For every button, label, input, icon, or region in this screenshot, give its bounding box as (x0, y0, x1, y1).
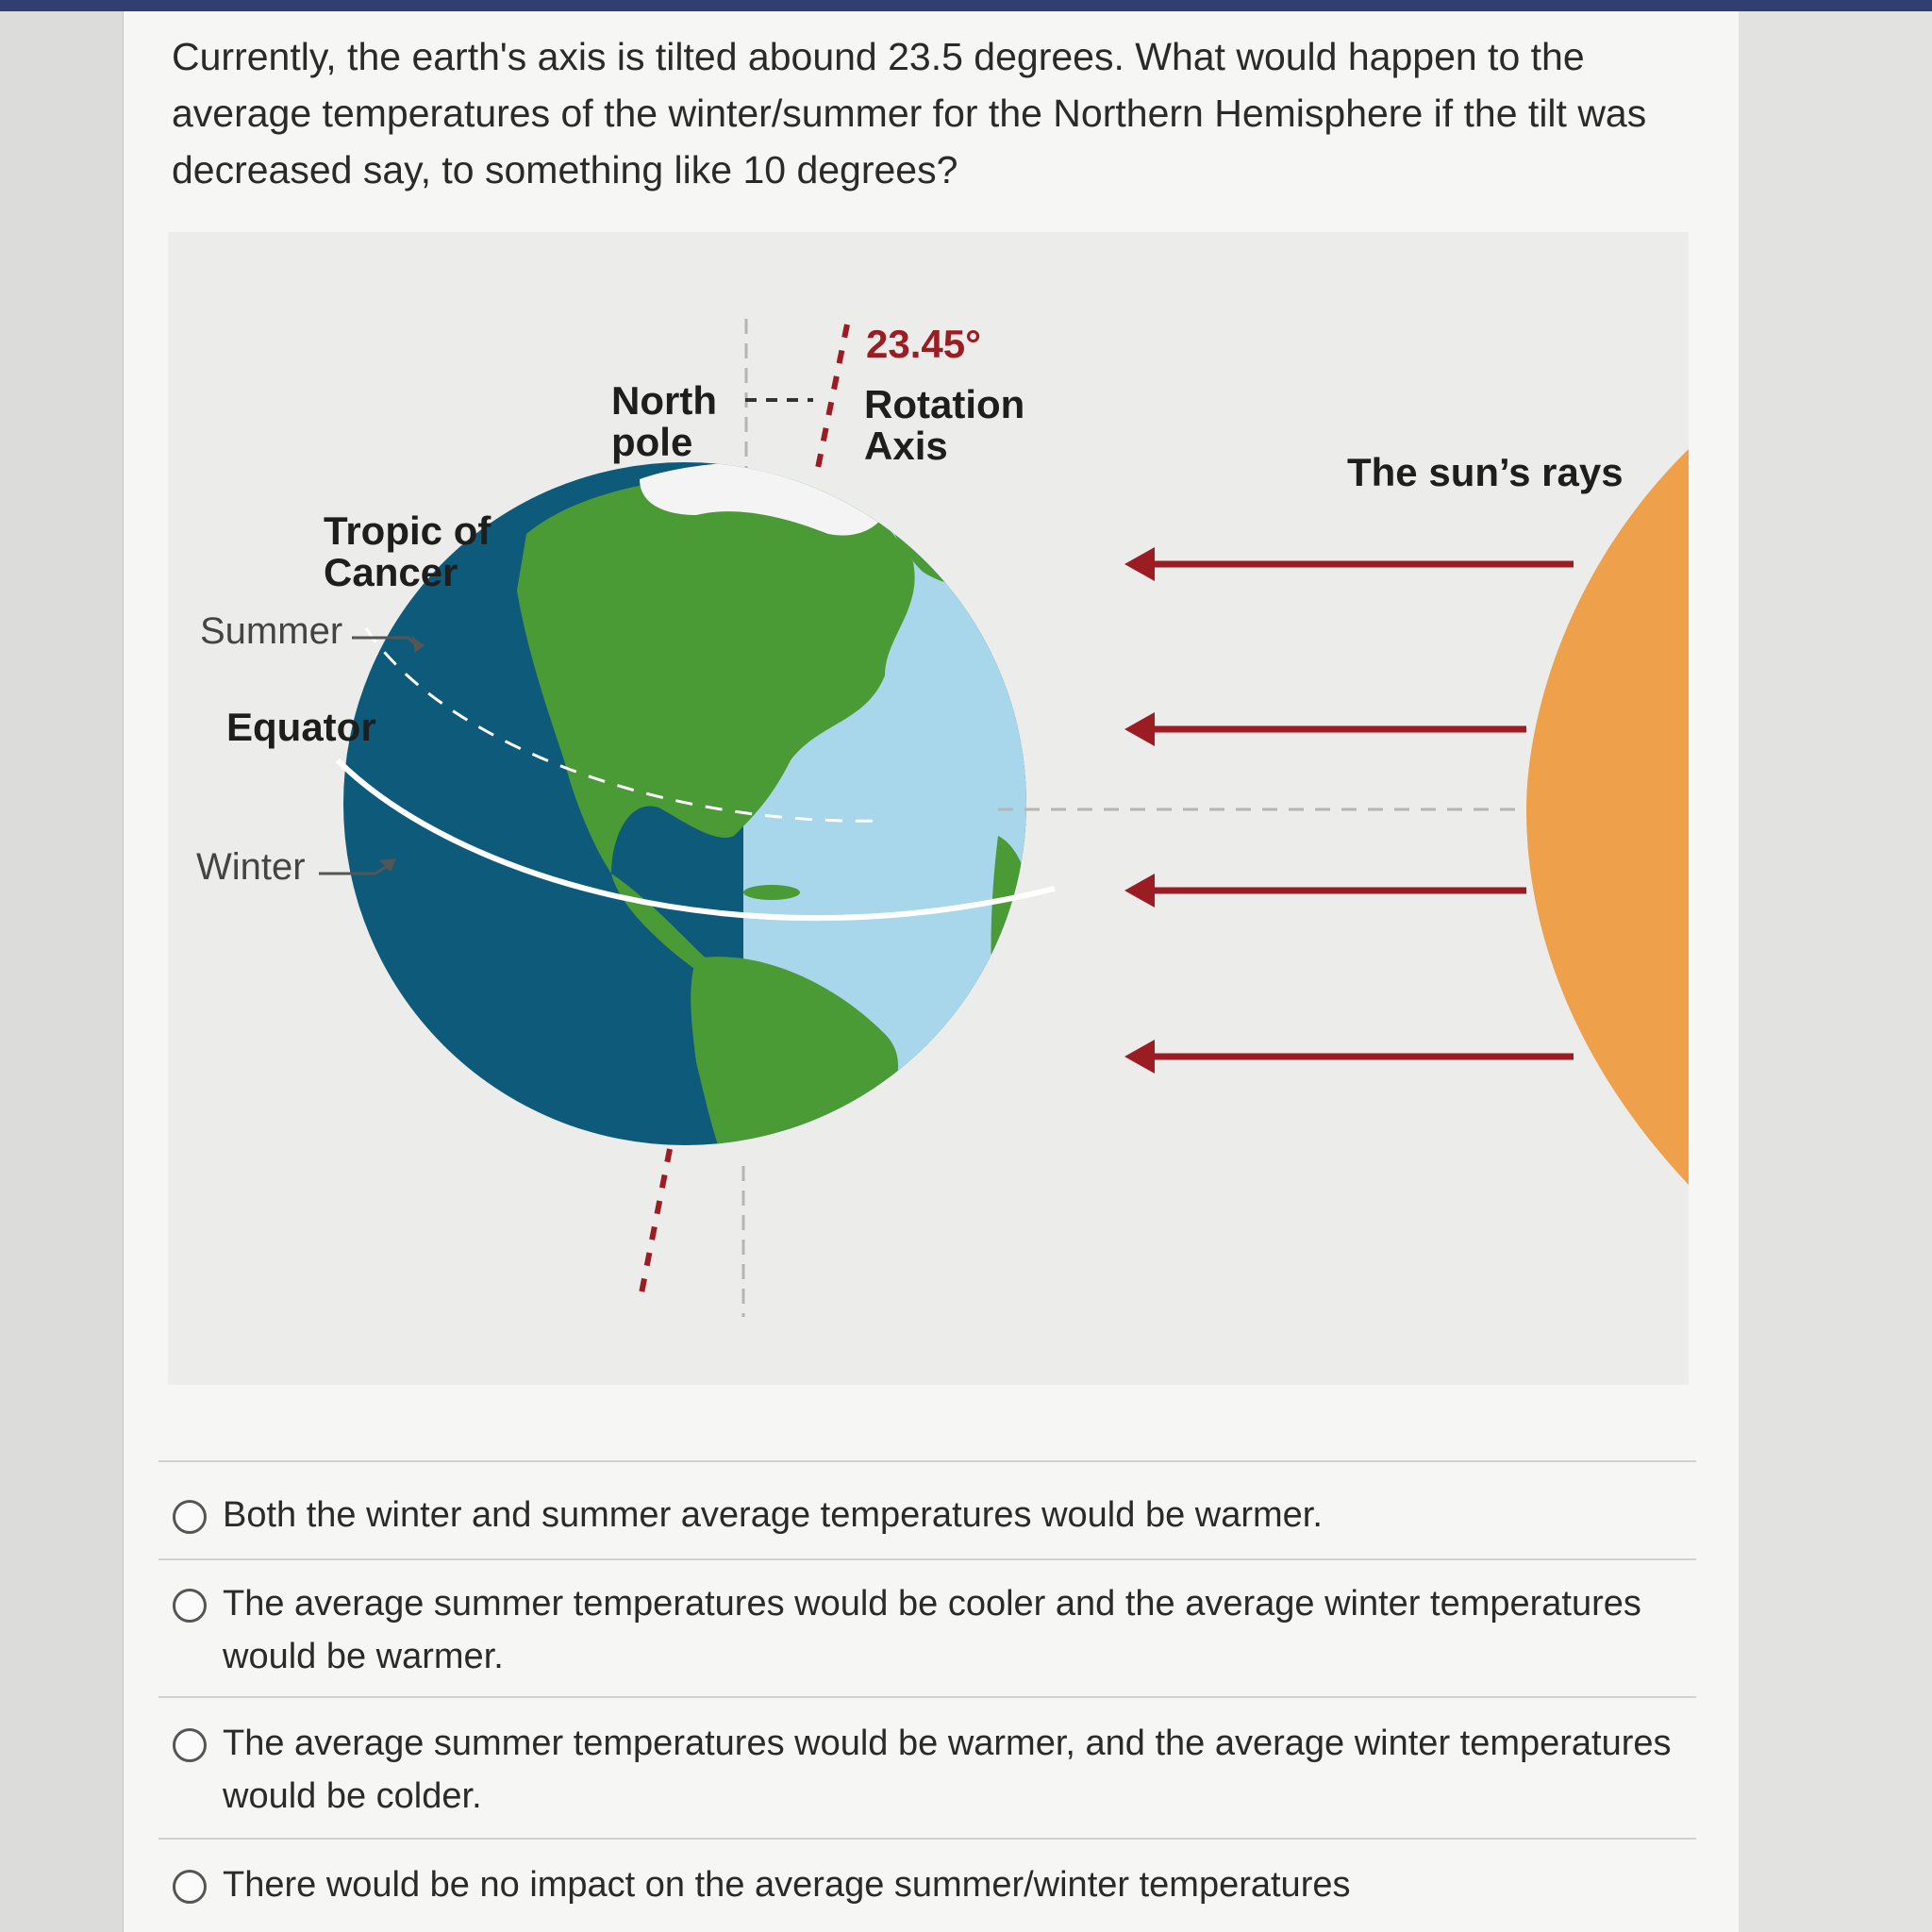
left-page-margin (0, 11, 123, 1932)
radio-button-option-2[interactable] (173, 1589, 207, 1623)
sun-rays-label: The sun’s rays (1347, 450, 1624, 494)
answer-option-1-label: Both the winter and summer average temperatures would be warmer. (223, 1495, 1323, 1535)
tropic-label-line2: Cancer (324, 550, 458, 594)
radio-button-option-4[interactable] (173, 1870, 207, 1904)
equator-label: Equator (226, 705, 376, 749)
answer-option-2[interactable] (158, 1577, 1696, 1683)
answer-option-4[interactable] (158, 1858, 1696, 1915)
ray-arrowhead-3-icon (1124, 874, 1155, 908)
summer-label: Summer (200, 610, 343, 652)
tilt-angle-label: 23.45° (866, 322, 981, 366)
option-divider (158, 1696, 1696, 1698)
rotation-axis-bottom (640, 1149, 670, 1303)
radio-button-option-1[interactable] (173, 1500, 207, 1534)
sun (1526, 449, 1689, 1185)
right-page-margin (1739, 11, 1932, 1932)
earth-tilt-diagram (168, 232, 1689, 1385)
answer-option-3-label: The average summer temperatures would be warmer, and the average winter temperatures would be colder. (223, 1724, 1672, 1816)
caribbean-islands (743, 885, 800, 900)
ray-arrowhead-4-icon (1124, 1040, 1155, 1074)
answer-option-2-label: The average summer temperatures would be cooler and the average winter temperatures would be warmer. (223, 1584, 1641, 1676)
question-text: Currently, the earth's axis is tilted abound 23.5 degrees. What would happen to the average temperatures of the winter/summer for the Northern Hemisphere if the tilt was decreased say, to something like 10 degrees? (172, 35, 1647, 192)
option-divider (158, 1838, 1696, 1840)
rotation-axis-top (817, 325, 847, 473)
africa-edge (991, 836, 1037, 1053)
ray-arrowhead-2-icon (1124, 712, 1155, 746)
ray-arrowhead-1-icon (1124, 547, 1155, 581)
option-divider (158, 1460, 1696, 1462)
north-pole-label-line1: North (611, 378, 717, 423)
option-divider (158, 1558, 1696, 1560)
answer-option-3[interactable] (158, 1717, 1696, 1823)
tropic-label-line1: Tropic of (324, 508, 491, 553)
winter-label: Winter (196, 846, 306, 888)
radio-button-option-3[interactable] (173, 1728, 207, 1762)
north-pole-label-line2: pole (611, 420, 693, 464)
rotation-axis-label-line2: Axis (864, 424, 948, 468)
answer-option-4-label: There would be no impact on the average summer/winter temperatures (223, 1865, 1351, 1905)
answer-option-1[interactable] (158, 1489, 1696, 1545)
browser-top-bar (0, 0, 1932, 11)
rotation-axis-label-line1: Rotation (864, 382, 1025, 426)
